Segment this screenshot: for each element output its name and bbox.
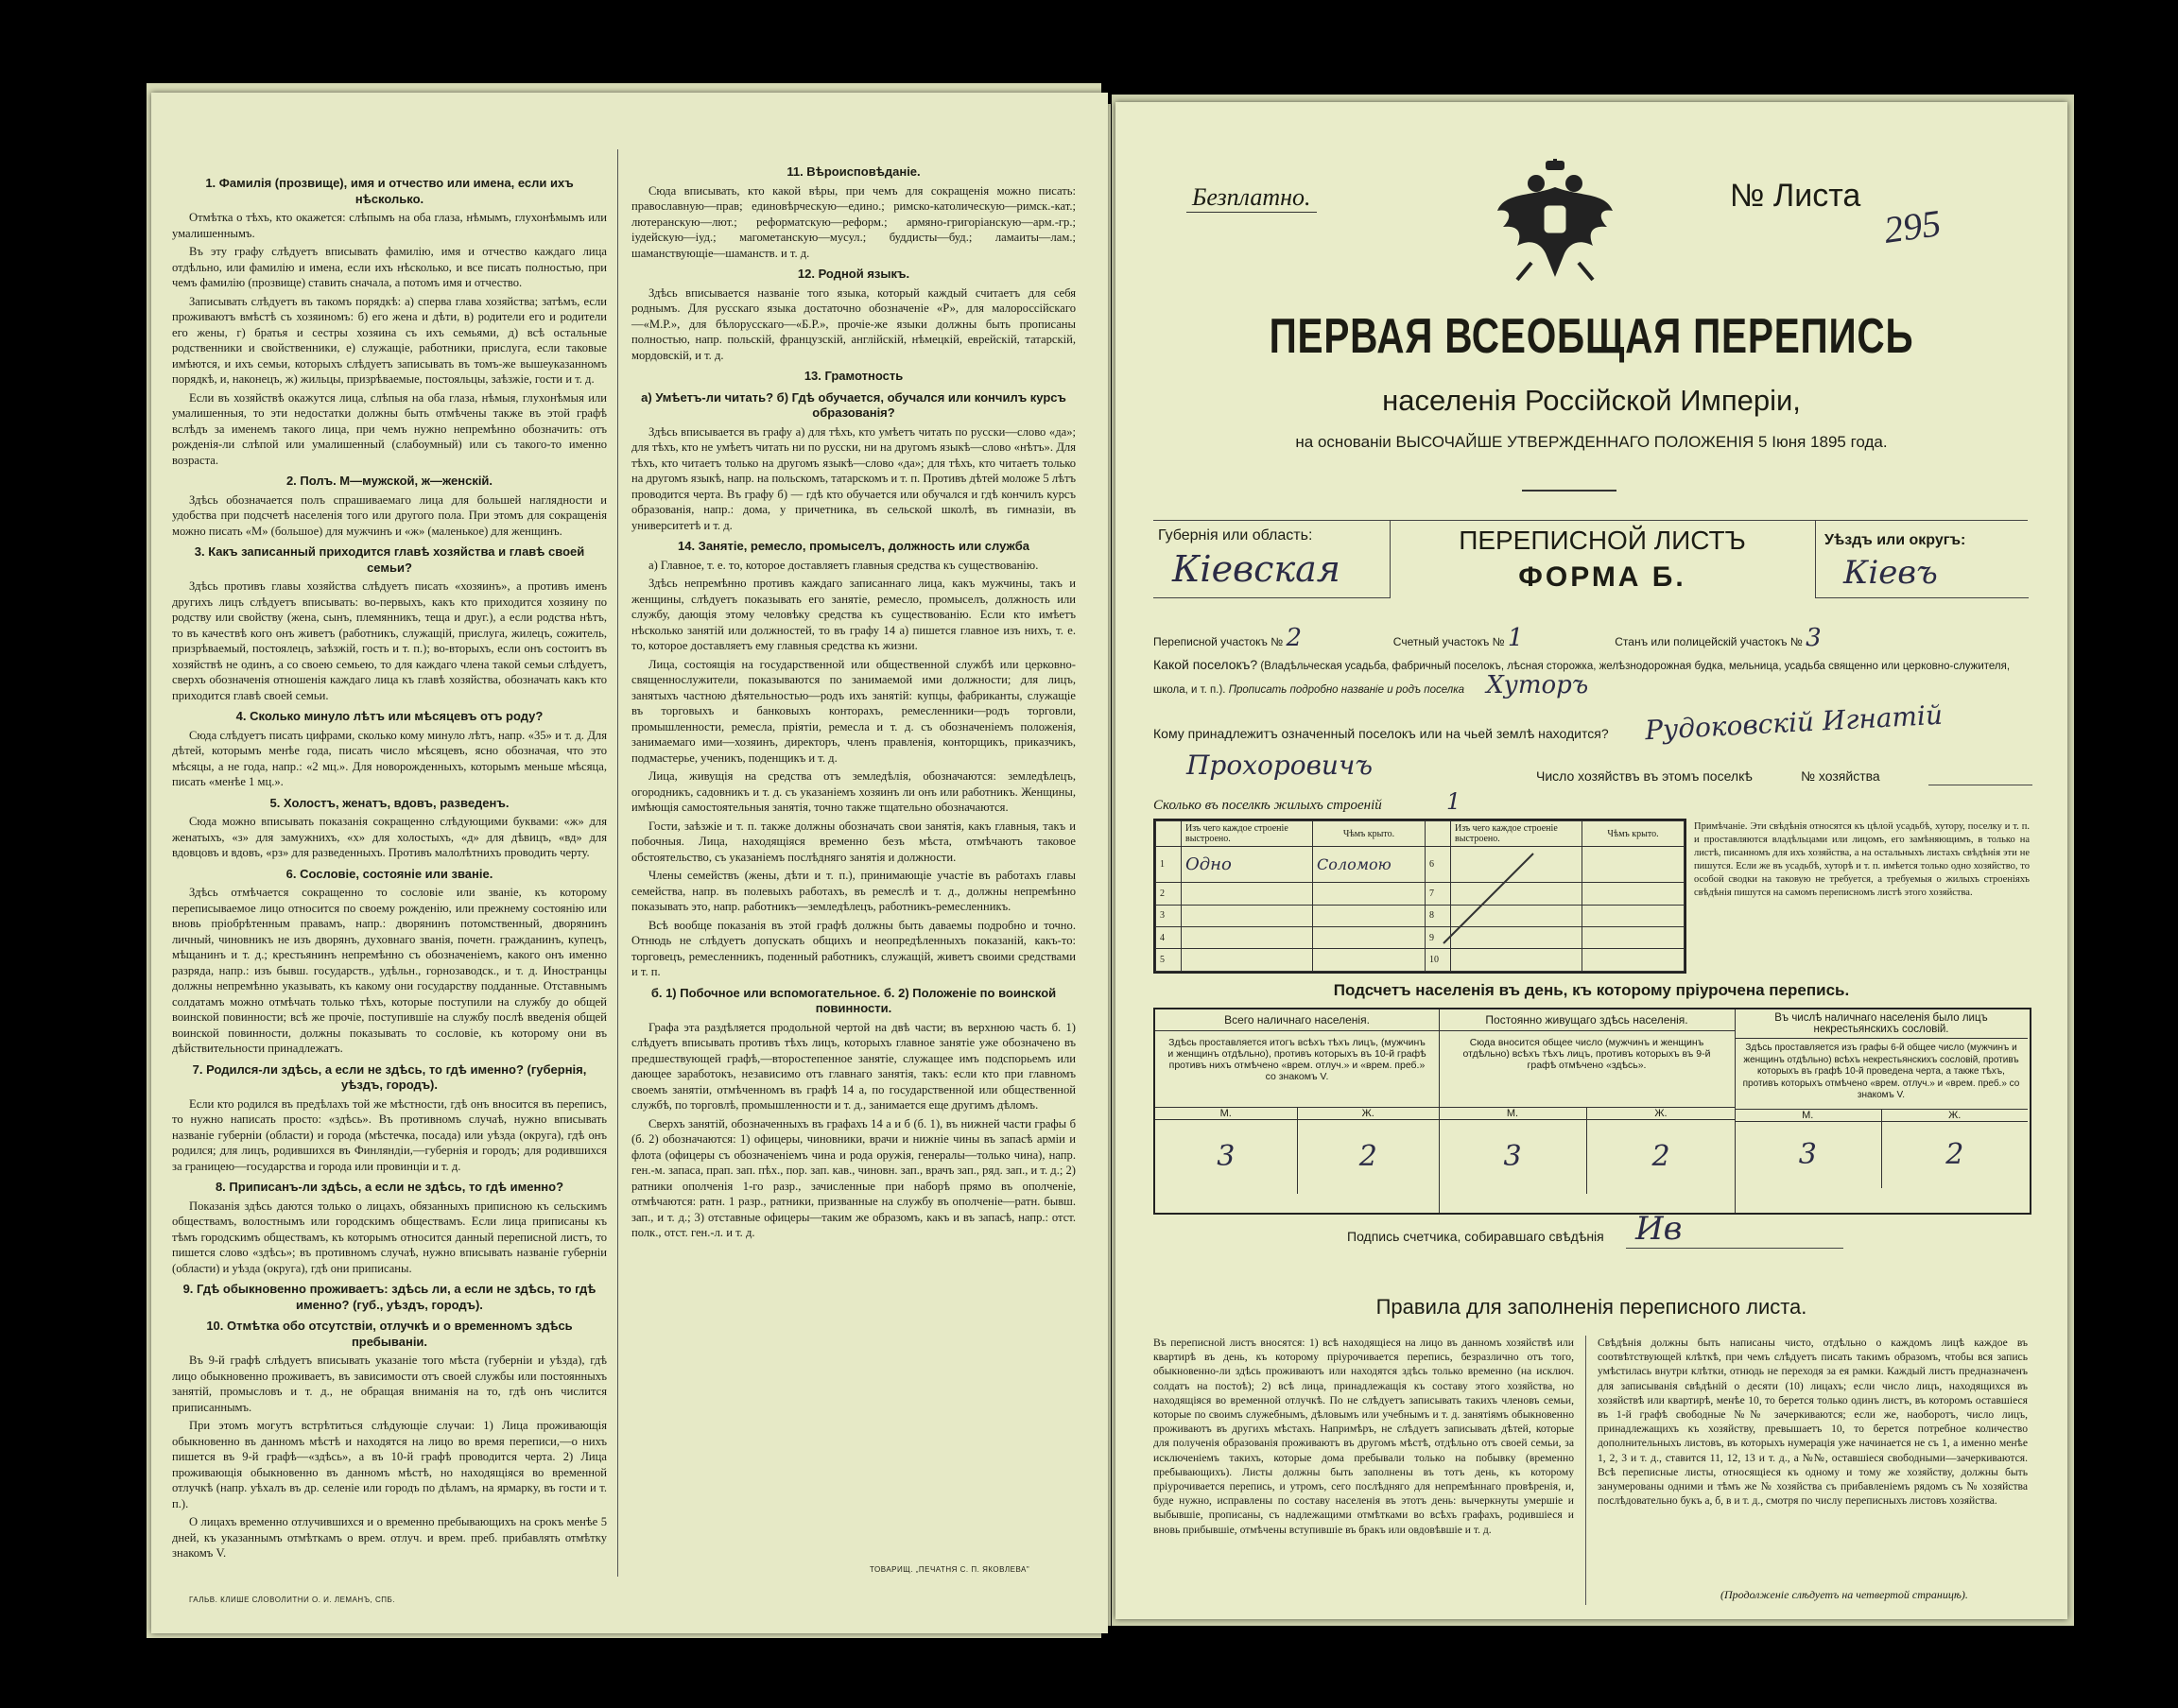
male-header: М. — [1439, 1108, 1587, 1119]
section-heading: 3. Какъ записанный приходится главѣ хозяйства и главѣ своей семьи? — [194, 544, 585, 575]
total-male-value: 3 — [1155, 1120, 1298, 1194]
signature-label: Подпись счетчика, собиравшаго свѣдѣнія — [1347, 1229, 1604, 1244]
province-label: Губернія или область: — [1158, 527, 1313, 543]
row1-built-value: Одно — [1182, 847, 1313, 883]
column-divider — [617, 149, 618, 1577]
form-label: ФОРМА Б. — [1518, 561, 1686, 593]
counting-district-label: Счетный участокъ № — [1392, 635, 1505, 648]
settlement-value: Хуторъ — [1486, 671, 1589, 699]
row-number: 2 — [1156, 883, 1182, 905]
total-population-column — [1155, 1009, 1440, 1213]
paragraph: Здѣсь вписывается названіе того языка, который каждый считаетъ для себя роднымъ. Для русскаго языка достаточно обозначеніе «Р», для малороссійскаго—«М.Р.», для бѣлорусскаго—«Б.Р.», прочіе-же языки должны быть прописаны полностью, напр. польскій, французскій, англійскій, нѣмецкій, еврейскій, татарскій, мордовскій, и т. д. — [631, 285, 1076, 362]
row-number: 8 — [1426, 905, 1451, 926]
settlement-label: Какой поселокъ? — [1153, 657, 1258, 672]
paragraph: Здѣсь обозначается полъ спрашиваемаго лица для большей наглядности и удобства при подсчетѣ населенія того или другого пола. При этомъ для сокращенія можно писать «М» (большое) для мужчинъ и «ж» (маленькое) для женщинъ. — [172, 492, 607, 538]
paragraph: Если въ хозяйствѣ окажутся лица, слѣпыя на оба глаза, нѣмыя, глухонѣмыя или умалишенныя, то эти недостатки должны быть отмѣчены также въ этой графѣ вслѣдъ за именемъ такого лица, при чемъ нужно непремѣнно обозначить: отъ рожденія-ли слѣпой или умалишенный (слабоумный) или съ такого-то именно возраста. — [172, 390, 607, 467]
section-heading: 10. Отмѣтка обо отсутствіи, отлучкѣ и о временномъ здѣсь пребываніи. — [206, 1319, 573, 1349]
paragraph: Гости, заѣзжіе и т. п. также должны обозначать свои занятія, какъ главныя, такъ и побочныя. Лица, находящіяся временно безъ мѣста, отмѣчаютъ таковое обстоятельство, съ указаніемъ послѣдняго занятія и должности. — [631, 819, 1076, 864]
population-count-title: Подсчетъ населенія въ день, къ которому пріурочена перепись. — [1333, 981, 1850, 999]
counting-district-value: 1 — [1507, 624, 1524, 652]
rules-column-2: Свѣдѣнія должны быть написаны чисто, отдѣльно о каждомъ лицѣ каждое въ соотвѣтствующей клѣткѣ, при чемъ слѣдуетъ писать такимъ образомъ, чтобы вся запись умѣстилась внутри клѣтки, отнюдь не переходя за ея рамки. Каждый листъ предназначенъ для записыванія свѣдѣній о десяти (10) лицахъ; если число лицъ, находящихся въ хозяйствѣ или квартирѣ, менѣе 10, то берется только одинъ листъ, въ которомъ оставшіеся въ 1-й графѣ свободные №№ зачеркиваются; если же, наоборотъ, число лицъ, принадлежащихъ къ хозяйству, превышаетъ 10, то берется потребное количество дополнительныхъ листовъ, въ которыхъ нумерація уже начинается не съ 1, а именно менѣе 1, 2, 3 и т. д., ставится 11, 12, 13 и т. д., а №№, оставшіеся свободными—зачеркиваются. Всѣ переписные листы, относящіеся къ одному и тому же хозяйству, должны быть занумерованы одними и тѣмъ же № хозяйства съ прибавленіемъ рядомъ съ № хозяйства послѣдовательно букъ а, б, в и т. д., смотря по числу переписныхъ листовъ хозяйства. — [1598, 1337, 2028, 1508]
section-heading: 4. Сколько минуло лѣтъ или мѣсяцевъ отъ роду? — [235, 709, 544, 723]
section-heading: 8. Приписанъ-ли здѣсь, а если не здѣсь, то гдѣ именно? — [215, 1180, 564, 1194]
district-line — [1153, 624, 2032, 652]
female-header: Ж. — [1361, 1108, 1374, 1119]
settlement-row — [1153, 655, 2032, 699]
county-value: Кіевъ — [1843, 554, 1938, 592]
section-heading: 7. Родился-ли здѣсь, а если не здѣсь, то гдѣ именно? (губернія, уѣздъ, городъ). — [192, 1061, 587, 1092]
paragraph: Въ 9-й графѣ слѣдуетъ вписывать указаніе того мѣста (губерніи и уѣзда), гдѣ лицо обыкновенно проживаетъ, въ зависимости отъ своей службы или постоянныхъ занятій, промысловъ и т. д., не обращая вниманія на то, гдѣ онъ числится приписаннымъ. — [172, 1354, 607, 1414]
instructions-column-2 — [631, 159, 1076, 1244]
roof-header: Чѣмъ крыто. — [1313, 821, 1426, 847]
paragraph: Сверхъ занятій, обозначенныхъ въ графахъ 14 а и б (б. 1), въ нижней части графы б (б. 2) обозначаются: 1) офицеры, чиновники, врачи и нижніе чины въ запасѣ арміи и флота (офицеры съ обозначеніемъ чина и рода оружія, генералы—только чина), напр. ген.-м. запаса, прап. зап. пѣх., пор. зап. кав., чиновн. зап., врачъ зап., ряд. зап., и т. д.; 2) ратники ополченія 1-го разр., зачисленные при наборѣ прямо въ ополченіе, отмѣчаются: ратн. 1 разр., ратники, призванные на службу въ ополченіе—ратн. бывш. зап., и т. д.; 3) отставные офицеры—таким же образомъ, какъ и въ запасѣ, напр.: отст. полк., отст. ген.-л. и т. д. — [631, 1116, 1076, 1239]
permanent-male-value: 3 — [1439, 1120, 1587, 1194]
county-label: Уѣздъ или округъ: — [1824, 532, 1966, 548]
row-number: 1 — [1156, 847, 1182, 883]
paragraph: Лица, состоящія на государственной или общественной службѣ или церковно-священнослужители, показываются по занимаемой ими должности; для лицъ, занятыхъ частною дѣятельностью—родъ ихъ занятій: купцы, фабриканты, служащіе въ торговыхъ и банковыхъ конторахъ, ремесленники—родъ торговли, промышленности, ремесла, пріятіи, ремесла и т. д. съ обозначеніемъ положенія, занимаемаго ими—хозяинъ, директоръ, членъ правленія, конторщикъ, приказчикъ, подмастерье, ученикъ, поденщикъ и т. д. — [631, 657, 1076, 765]
province-value: Кіевская — [1172, 548, 1340, 590]
legal-basis-line: на основаніи ВЫСОЧАЙШЕ УТВЕРЖДЕННАГО ПОЛОЖЕНІЯ 5 Іюня 1895 года. — [1295, 433, 1888, 451]
permanent-population-column — [1439, 1009, 1736, 1213]
paragraph: Въ эту графу слѣдуетъ вписывать фамилію, имя и отчество каждаго лица отдѣльно, или фамилію и имена, если ихъ нѣсколько, и все писать полностью, при чемъ фамилію (прозвище) ставить сначала, а потомъ имя и отчество. — [172, 245, 607, 289]
double-headed-eagle-emblem-icon — [1494, 159, 1616, 286]
paragraph: Всѣ вообще показанія въ этой графѣ должны быть даваемы подробно и точно. Отнюдь не слѣдуетъ допускать общихъ и неопредѣленныхъ показаній, какъ-то: торговецъ, ремесленникъ, поденный работникъ, служащій, живетъ своими средствами и т. п. — [631, 918, 1076, 978]
permanent-female-value: 2 — [1651, 1140, 1670, 1173]
census-district-value: 2 — [1286, 624, 1302, 652]
rules-continuation-note: (Продолженіе слѣдуетъ на четвертой страницѣ). — [1720, 1588, 1968, 1601]
paragraph: О лицахъ временно отлучившихся и о временно пребывающихъ на срокъ менѣе 5 дней, къ указаннымъ отмѣткамъ о врем. отлуч. и врем. преб. прибавлять отмѣтку знакомъ V. — [172, 1515, 607, 1560]
paragraph: Здѣсь противъ главы хозяйства слѣдуетъ писать «хозяинъ», а противъ именъ другихъ лицъ слѣдуетъ вписывать: во-первыхъ, какъ кто приходится хозяину по родству или свойству (жена, сынъ, племянникъ, теща и друг.), а если родства нѣтъ, то въ качествѣ кого онъ живетъ (работникъ, служащій, прислуга, жилецъ, сожитель, призрѣваемый, постоялецъ, заѣзжій, гость и т. п.); во-вторыхъ, если онъ состоитъ въ хозяйствѣ не одинъ, а со своею семьею, то для каждаго члена такой семьи слѣдуетъ, сверхъ обозначенія отношенія каждаго лица къ главѣ хозяйства, обозначать какъ кто приходится главѣ своей семьи. — [172, 579, 607, 702]
printer-credit-left: ГАЛЬВ. КЛИШЕ СЛОВОЛИТНИ О. И. ЛЕМАНЪ, СПБ. — [189, 1596, 395, 1604]
non-peasant-female-value: 2 — [1945, 1138, 1964, 1171]
paragraph: Члены семействъ (жены, дѣти и т. п.), принимающіе участіе въ работахъ главы семейства, напр. въ полевыхъ работахъ, въ ремеслѣ и т. д., должны непремѣнно показывать это, напр. работникъ—земледѣлецъ, работникъ-ремесленникъ. — [631, 869, 1076, 913]
section-heading: 9. Гдѣ обыкновенно проживаетъ: здѣсь ли, а если не здѣсь, то гдѣ именно? (губ., уѣздъ, городъ). — [182, 1282, 596, 1312]
sheet-number-handwritten: 295 — [1881, 201, 1944, 251]
police-district-value: 3 — [1806, 624, 1822, 652]
section-heading: б. 1) Побочное или вспомогательное. б. 2) Положеніе по воинской повинности. — [650, 985, 1057, 1015]
row1-roof-value: Соломою — [1313, 847, 1426, 883]
row-number: 3 — [1156, 905, 1182, 926]
buildings-table — [1153, 819, 1686, 974]
households-label: Число хозяйствъ въ этомъ поселкѣ — [1536, 768, 1753, 784]
total-population-text: Здѣсь проставляется итогъ всѣхъ тѣхъ лицъ, (мужчинъ и женщинъ отдѣльно), противъ которыхъ въ 10-й графѣ противъ нихъ отмѣчено «врем. отлуч.» и «врем. преб.» со знакомъ V. — [1167, 1037, 1426, 1082]
signature-value: Ив — [1635, 1210, 1683, 1248]
paragraph: Здѣсь непремѣнно противъ каждаго записаннаго лица, какъ мужчины, такъ и женщины, слѣдуетъ показывать его занятіе, ремесло, промыселъ, должность или службу, дающія этому человѣку средства къ существованію. Если кто имѣетъ нѣсколько занятій или должностей, то въ графу 14 а) пишется главное изъ нихъ, т. е. то, которое доставляетъ ему главныя средства къ жизни. — [631, 577, 1076, 652]
left-page — [151, 93, 1108, 1633]
male-header: М. — [1155, 1108, 1298, 1119]
row-number: 6 — [1426, 847, 1451, 883]
paragraph: Отмѣтка о тѣхъ, кто окажется: слѣпымъ на оба глаза, нѣмымъ, глухонѣмымъ или умалишеннымъ. — [172, 211, 607, 240]
page-subtitle: населенія Россійской Имперіи, — [1382, 384, 1801, 417]
section-heading: 11. Вѣроисповѣданіе. — [786, 164, 921, 179]
page-title: ПЕРВАЯ ВСЕОБЩАЯ ПЕРЕПИСЬ — [1269, 309, 1914, 364]
buildings-note: Примѣчаніе. Эти свѣдѣнія относятся къ цѣлой усадьбѣ, хутору, поселку и т. п. и проставляются владѣльцами или лицомъ, его замѣняющимъ, в только на листѣ, писанномъ для ихъ хозяйства, а на остальныхъ листахъ свѣдѣнія эти не пишутся. Если же въ усадьбѣ, хуторѣ и т. п. имѣется только одно хозяйство, то особой сводки на таковую не требуется, а требуемыя о жилыхъ строеніяхъ свѣдѣнія пишутся на самомъ переписномъ листѣ этого хозяйства. — [1694, 821, 2030, 898]
paragraph: Здѣсь отмѣчается сокращенно то сословіе или званіе, къ которому переписываемое лицо относится по своему рожденію, или прежнему состоянію или вновь пріобрѣтенным правамъ, напр.: дворянинъ потомственный, дворянинъ личный, чиновникъ не изъ дворянъ, духовнаго званія, почетн. гражданинъ, купецъ, мѣщанинъ и т. д.; крестьянинъ непремѣнно съ обозначеніемъ, какого онъ именно разряда, напр.: изъ бывш. государств., удѣльн., горнозаводск., и т. д. Иностранцы должны непремѣнно указывать, къ какому они государству подданные. Отставнымъ солдатамъ можно отмѣчать только тѣхъ, которые поступили на службу до общей воинской повинности; всѣ же прочіе, поступившіе на службу послѣ введенія общей воинской повинности, должны показывать то сословіе, къ которому они въ дѣйствительности принадлежатъ. — [172, 886, 607, 1055]
section-heading: 6. Сословіе, состояніе или званіе. — [285, 866, 493, 881]
permanent-population-title: Постоянно живущаго здѣсь населенія. — [1439, 1009, 1735, 1031]
row-number: 4 — [1156, 927, 1182, 949]
built-of-header: Изъ чего каждое строеніе выстроено. — [1182, 821, 1313, 847]
settlement-note: (Владѣльческая усадьба, фабричный поселокъ, лѣсная сторожка, желѣзнодорожная будка, мельница, усадьба священно или церковно-служителя, школа, и т. п.). — [1153, 661, 2011, 696]
household-number-label: № хозяйства — [1801, 768, 1880, 784]
row-number: 7 — [1426, 883, 1451, 905]
built-of-header-2: Изъ чего каждое строеніе выстроено. — [1451, 821, 1582, 847]
rules-column-1: Въ переписной листъ вносятся: 1) всѣ находящіеся на лицо въ данномъ хозяйствѣ или квартирѣ въ день, къ которому пріурочивается перепись, безразлично отъ того, обыкновенно-ли здѣсь проживаютъ или находятся здѣсь только временно (на исключ. солдатъ на постоѣ); 2) всѣ лица, принадлежащія къ составу этого хозяйства, но находящіяся во временной отлучкѣ. По не слѣдуетъ записывать такихъ членовъ семьи, которые по своимъ служебнымъ, дѣловымъ или учебнымъ и т. д. занятіямъ обыкновенно проживаютъ въ другихъ мѣстахъ. Напримѣръ, не слѣдуетъ записывать дѣтей, которые для полученія образованія проживаютъ въ другомъ мѣстѣ, отдѣльно отъ своей семьи, за исключеніемъ такихъ, которые дома пребывали только на побывку (временно пребывающихъ). Листы должны быть заполнены въ тотъ день, къ которому пріурочивается перепись, и утромъ, сего послѣдняго для непремѣннаго провѣренія, и, буде нужно, исправлены по составу населенія въ этотъ день: вычеркнуты умершіе и выбывшіе, прописаны, съ надлежащими отмѣтками во всѣхъ графахъ, родившіеся и вновь прибывшіе, отмѣчены вступившіе въ бракъ или овдовѣвшіе и т. д. — [1153, 1337, 1574, 1536]
title-divider — [1522, 490, 1616, 492]
permanent-population-text: Сюда вносится общее число (мужчинъ и женщинъ отдѣльно) всѣхъ тѣхъ лицъ, противъ которыхъ въ 9-й графѣ отмѣчено «здѣсь». — [1462, 1037, 1711, 1071]
sheet-number-label: № Листа — [1730, 178, 1861, 214]
paragraph: Сюда вписывать, кто какой вѣры, при чемъ для сокращенія можно писать: православную—прав; единовѣрческую—едино.; римско-католическую—римск.-кат.; лютеранскую—лют.; реформатскую—реформ.; армяно-григоріанскую—арм.-гр.; іудейскую—іуд.; магометанскую—мусул.; буддисты—буд.; ламаиты—лам.; шаманствующіе—шаманств. и т. д. — [631, 183, 1076, 260]
non-peasant-title: Въ числѣ наличнаго населенія было лицъ некрестьянскихъ сословій. — [1735, 1009, 2028, 1039]
row-number: 10 — [1426, 949, 1451, 972]
section-heading: 14. Занятіе, ремесло, промыселъ, должность или служба — [678, 539, 1029, 553]
rules-title: Правила для заполненія переписного листа. — [1375, 1295, 1807, 1319]
buildings-label: Сколько въ поселкѣ жилыхъ строеній — [1153, 798, 1382, 813]
male-header: М. — [1735, 1110, 1882, 1121]
paragraph: При этомъ могутъ встрѣтиться слѣдующіе случаи: 1) Лица проживающія обыкновенно въ данномъ мѣстѣ и находятся на лицо во время переписи,—о нихъ пишется въ 9-й графѣ—«здѣсь», а въ 10-й графѣ проводится черта. 2) Лица проживающія обыкновенно въ данномъ мѣстѣ, но находящіяся во временной отлучкѣ (напр. уѣхалъ въ др. селеніе или городъ по дѣламъ, на ярмарку, въ гости и т. п.). — [172, 1419, 607, 1510]
free-label: Безплатно. — [1186, 183, 1317, 213]
owner-label: Кому принадлежитъ означенный поселокъ или на чьей землѣ находится? — [1153, 726, 1609, 741]
section-heading: 12. Родной языкъ. — [797, 267, 910, 281]
female-header: Ж. — [1654, 1108, 1668, 1119]
non-peasant-column — [1735, 1009, 2028, 1213]
paragraph: Показанія здѣсь даются только о лицахъ, обязанныхъ приписною къ сельскимъ обществамъ, волостнымъ или городскимъ обществамъ. Если лица приписаны къ тѣмъ городскимъ обществамъ, къ которымъ относится данный переписной листъ, то пишется слово «здѣсь»; въ противномъ случаѣ, нужно вписывать названіе губерніи (области) и уѣзда (округа), гдѣ они приписаны. — [172, 1199, 607, 1275]
census-district-label: Переписной участокъ № — [1153, 635, 1284, 648]
section-heading: 5. Холостъ, женатъ, вдовъ, разведенъ. — [269, 795, 510, 810]
paragraph: а) Главное, т. е. то, которое доставляетъ главныя средства къ существованію. — [648, 558, 1039, 572]
signature-line — [1626, 1248, 1843, 1249]
police-district-label: Станъ или полицейскій участокъ № — [1615, 635, 1803, 648]
section-heading: 13. Грамотность — [804, 369, 904, 383]
female-header: Ж. — [1948, 1110, 1962, 1121]
province-box — [1153, 520, 1391, 598]
buildings-value: 1 — [1446, 788, 1461, 815]
strike-through-mark — [1439, 849, 1543, 953]
section-heading: а) Умѣетъ-ли читать? б) Гдѣ обучается, обучался или кончилъ курсъ образованія? — [641, 389, 1066, 420]
paragraph: Здѣсь вписывается въ графу а) для тѣхъ, кто умѣетъ читать по русски—слово «да»; для тѣхъ, кто не умѣетъ читать ни по русски, ни на другомъ языкѣ—слово «нѣтъ». Для тѣхъ, кто читаетъ только на другомъ языкѣ—слово «да»; для тѣхъ, кто читаетъ только на другомъ языкѣ, напр. на польскомъ, татарскомъ и т. п. Противъ дѣтей моложе 5 лѣтъ проводится черта. Въ графу б) — гдѣ кто обучается или обучался и гдѣ кончилъ курсъ образованія, напр.: дома, у причетника, въ сельской школѣ, въ гимназіи, въ университетѣ и т. д. — [631, 424, 1076, 532]
paragraph: Сюда можно вписывать показанія сокращенно слѣдующими буквами: «ж» для женатыхъ, «з» для замужнихъ, «х» для холостыхъ, «д» для дѣвицъ, «вд» для вдовцовъ и вдовъ, «рз» для разведенныхъ. Противъ малолѣтнихъ проводить черту. — [172, 815, 607, 859]
paragraph: Записывать слѣдуетъ въ такомъ порядкѣ: а) сперва глава хозяйства; затѣмъ, если проживаютъ вмѣстѣ съ хозяиномъ: б) его жена и дѣти, в) родители его и родители его жены, г) братья и сестры хозяина съ ихъ семьями, д) всѣ остальные родственники и свойственники, е) служащіе, работники, прислуга, если таковые имѣются, и ихъ семьи, которыхъ слѣдуетъ записывать въ томъ-же вышеуказанномъ порядкѣ, и, наконецъ, ж) жильцы, призрѣваемые, постояльцы, заѣзжіе, гости и т. д. — [172, 294, 607, 386]
total-female-value: 2 — [1358, 1140, 1377, 1173]
section-heading: 2. Полъ. М—мужской, ж—женскій. — [285, 474, 493, 488]
non-peasant-male-value: 3 — [1735, 1122, 1882, 1188]
owner-value-1: Рудоковскій Игнатій — [1644, 699, 1944, 747]
total-population-title: Всего наличнаго населенія. — [1155, 1009, 1439, 1031]
paragraph: Графа эта раздѣляется продольной чертой на двѣ части; въ верхнюю часть б. 1) слѣдуетъ вписывать противъ тѣхъ лицъ, которыхъ главное занятіе уже обозначено въ предшествующей графѣ,—второстепенное занятіе, служащее имъ подспорьемъ или дающее заработокъ, независимо отъ главнаго занятія, такъ: если кто при главномъ своемъ занятіи, отмѣченномъ въ графѣ 14 а, по государственной или общественной службѣ, по торговлѣ, промышленности и т. д., занимается еще другимъ дѣломъ. — [631, 1020, 1076, 1112]
section-heading: 1. Фамилія (прозвище), имя и отчество или имена, если ихъ нѣсколько. — [205, 176, 574, 206]
printer-credit-right: ТОВАРИЩ. „ПЕЧАТНЯ С. П. ЯКОВЛЕВА" — [870, 1565, 1030, 1574]
row-number: 5 — [1156, 949, 1182, 972]
paragraph: Лица, живущія на средства отъ земледѣлія, обозначаются: земледѣлецъ, огородникъ, садовникъ и т. д. съ указаніемъ хозяинъ ли онъ или работникъ. Женщины, имѣющія самостоятельныя занятія, точно также тщательно обозначаются. — [631, 769, 1076, 814]
roof-header-2: Чѣмъ крыто. — [1582, 821, 1685, 847]
population-count-table — [1153, 1008, 2031, 1215]
owner-value-2: Прохоровичъ — [1186, 750, 1374, 781]
column-divider — [1585, 1336, 1586, 1605]
paragraph: Сюда слѣдуетъ писать цифрами, сколько кому минуло лѣтъ, напр. «35» и т. д. Для дѣтей, которымъ менѣе года, писать число мѣсяцевъ, ясно обозначая, что это мѣсяцы, а не года, напр.: «2 мц.». Для новорожденныхъ, которымъ меньше мѣсяца, писать «менѣе 1 мц.». — [172, 728, 607, 788]
paragraph: Если кто родился въ предѣлахъ той же мѣстности, гдѣ онъ вносится въ переписъ, то нужно написать просто: «здѣсь». Въ противномъ случаѣ, нужно вписывать названіе губерніи (области) и города (мѣстечка, посада) или уѣзда (округа), гдѣ онъ родился; для лицъ, родившихся въ Финляндіи,—губернія и городъ; для родившихся за границею—государства и города или провинціи и т. д. — [172, 1096, 607, 1173]
row-number: 9 — [1426, 927, 1451, 949]
instructions-column-1 — [172, 170, 607, 1564]
settlement-note-2: Прописать подробно названіе и родъ поселка — [1228, 684, 1465, 696]
right-page — [1115, 102, 2067, 1619]
sheet-type-title: ПЕРЕПИСНОЙ ЛИСТЪ — [1459, 526, 1746, 555]
non-peasant-text: Здѣсь проставляется изъ графы 6-й общее число (мужчинъ и женщинъ отдѣльно) всѣхъ некрестьянскихъ сословій, противъ которыхъ въ графѣ 10-й проведена черта, а также тѣхъ, противъ которыхъ отмѣчено «врем. отлуч.» и «врем. преб.» со знакомъ V. — [1742, 1043, 2020, 1100]
